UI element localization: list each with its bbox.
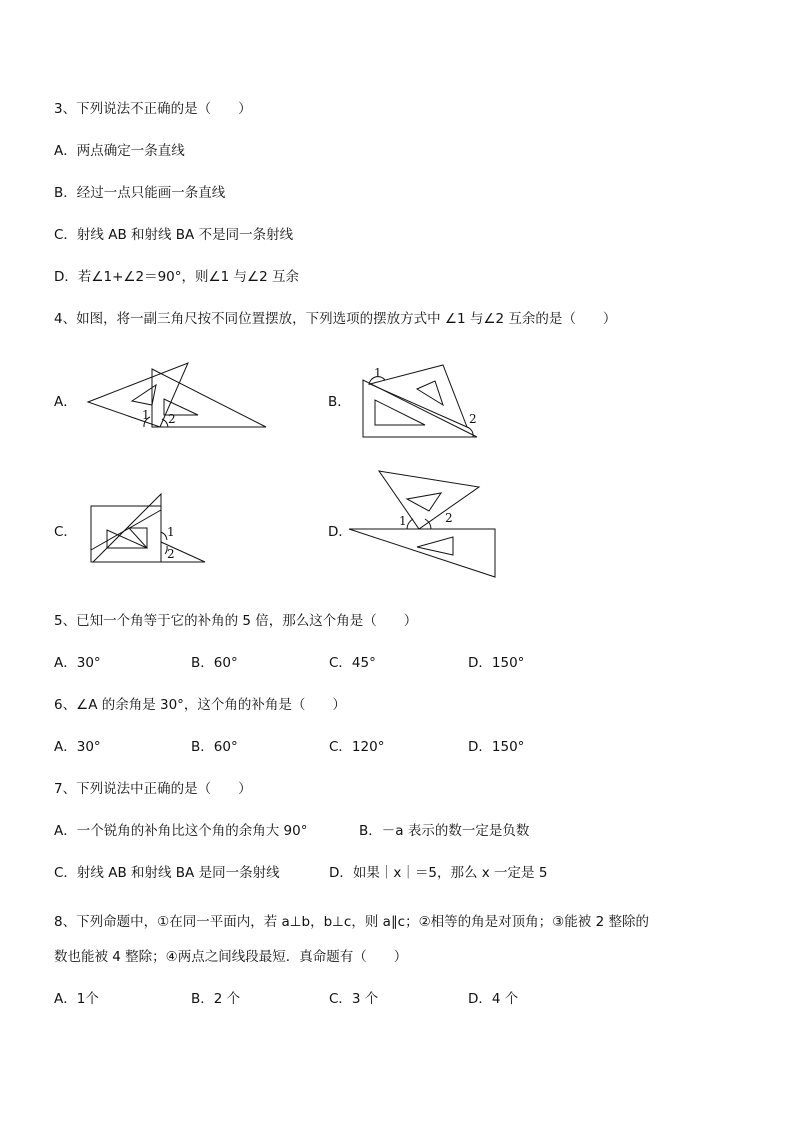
q4-label-b: B． xyxy=(328,394,351,410)
q4-label-a: A． xyxy=(54,394,77,410)
q3-stem: 3、下列说法不正确的是（ ） xyxy=(54,101,252,117)
q7-option-a: A．一个锐角的补角比这个角的余角大 90° xyxy=(54,823,308,839)
q8-option-c: C．3 个 xyxy=(329,991,379,1007)
q3-option-c: C．射线 AB 和射线 BA 不是同一条射线 xyxy=(54,227,294,243)
q7-option-c: C．射线 AB 和射线 BA 是同一条射线 xyxy=(54,865,280,881)
q7-stem: 7、下列说法中正确的是（ ） xyxy=(54,781,252,797)
q4-figure-d xyxy=(345,465,485,584)
q7-option-b: B．－a 表示的数一定是负数 xyxy=(359,823,530,839)
q5-option-a: A．30° xyxy=(54,655,101,671)
q4-figure-b xyxy=(355,355,485,444)
q4-stem: 4、如图，将一副三角尺按不同位置摆放，下列选项的摆放方式中 ∠1 与∠2 互余的是（ ） xyxy=(54,311,617,327)
q5-option-c: C．45° xyxy=(329,655,376,671)
q4a-angle2-label: 2 xyxy=(168,412,176,426)
q4d-angle1-label: 1 xyxy=(399,514,407,528)
q4-label-c: C． xyxy=(54,524,77,540)
q6-option-c: C．120° xyxy=(329,739,385,755)
q4-figure-a xyxy=(80,355,280,439)
q4b-angle1-label: 1 xyxy=(374,366,382,380)
q4a-angle1-label: 1 xyxy=(142,408,150,422)
q8-stem-line1: 8、下列命题中，①在同一平面内，若 a⊥b，b⊥c，则 a∥c；②相等的角是对顶角；③能被 2 整除的 xyxy=(54,914,649,930)
q4c-angle2-label: 2 xyxy=(167,547,175,561)
q6-stem: 6、∠A 的余角是 30°，这个角的补角是（ ） xyxy=(54,697,346,713)
q4b-angle2-label: 2 xyxy=(469,412,477,426)
q5-option-d: D．150° xyxy=(468,655,525,671)
q6-option-d: D．150° xyxy=(468,739,525,755)
q8-option-b: B．2 个 xyxy=(191,991,241,1007)
q4-figure-c xyxy=(85,490,215,574)
q7-option-d: D．如果｜x｜＝5，那么 x 一定是 5 xyxy=(329,865,548,881)
q8-option-a: A．1个 xyxy=(54,991,99,1007)
q4c-angle1-label: 1 xyxy=(167,525,175,539)
q4d-angle2-label: 2 xyxy=(445,511,453,525)
q6-option-a: A．30° xyxy=(54,739,101,755)
q3-option-d: D．若∠1+∠2＝90°，则∠1 与∠2 互余 xyxy=(54,269,299,285)
q3-option-b: B．经过一点只能画一条直线 xyxy=(54,185,226,201)
q5-option-b: B．60° xyxy=(191,655,238,671)
q8-option-d: D．4 个 xyxy=(468,991,519,1007)
q4-label-d: D． xyxy=(328,524,352,540)
q3-option-a: A．两点确定一条直线 xyxy=(54,143,185,159)
q5-stem: 5、已知一个角等于它的补角的 5 倍，那么这个角是（ ） xyxy=(54,613,418,629)
q6-option-b: B．60° xyxy=(191,739,238,755)
q8-stem-line2: 数也能被 4 整除；④两点之间线段最短．真命题有（ ） xyxy=(54,949,408,965)
